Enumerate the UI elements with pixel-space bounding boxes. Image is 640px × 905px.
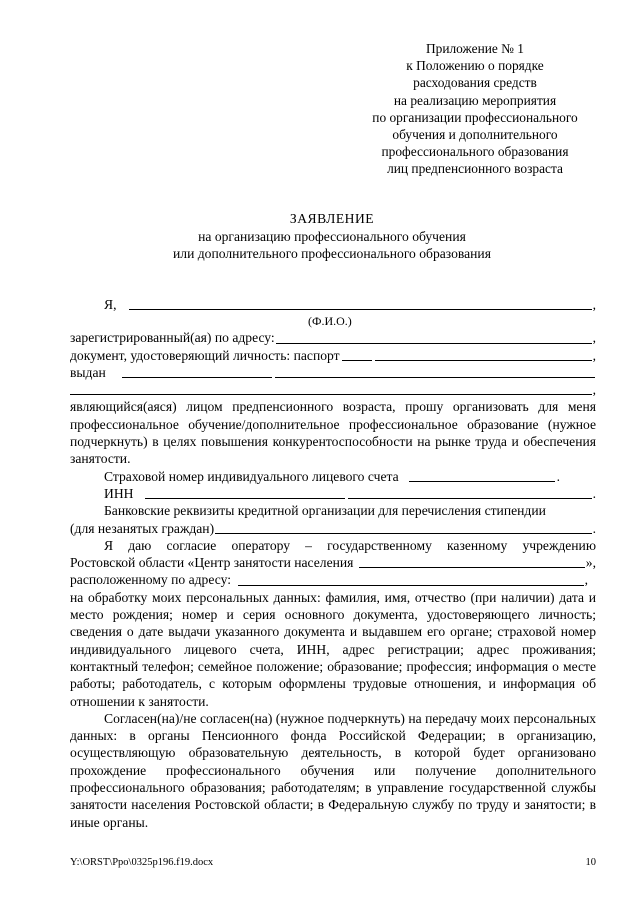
annex-line: расходования средств bbox=[413, 75, 537, 91]
snils-field[interactable] bbox=[409, 469, 555, 482]
inn-field-cont[interactable] bbox=[348, 486, 591, 499]
issue-date-field[interactable] bbox=[122, 365, 272, 378]
status-paragraph: являющийся(аяся) лицом предпенсионного возраста, прошу организовать для меня профессиональное обучение/дополнительное профессиональное образование (нужное подчеркнуть) в целях повышения конкурентоспособности на рынке труда и обеспечения занятости. bbox=[70, 399, 596, 467]
issued-row bbox=[70, 364, 596, 381]
document-subtitle: или дополнительного профессионального образования bbox=[173, 246, 491, 261]
i-label: Я, bbox=[104, 297, 117, 312]
fio-field[interactable] bbox=[129, 297, 591, 310]
comma: , bbox=[584, 572, 588, 588]
consent-text-2: Ростовской области «Центр занятости населения bbox=[70, 555, 354, 571]
issued-row-2 bbox=[70, 381, 596, 398]
period: . bbox=[592, 520, 596, 536]
document-heading bbox=[70, 210, 594, 263]
employment-center-field[interactable] bbox=[359, 555, 584, 568]
comma: , bbox=[592, 382, 596, 398]
document-subtitle: на организацию профессионального обучения bbox=[198, 228, 466, 244]
fio-row bbox=[70, 296, 596, 313]
annex-line: Приложение № 1 bbox=[425, 41, 525, 56]
located-row bbox=[70, 571, 596, 588]
issued-label: выдан bbox=[70, 364, 106, 380]
period: . bbox=[556, 468, 561, 484]
page-footer bbox=[70, 856, 596, 870]
consent-row-1 bbox=[70, 537, 596, 554]
fio-caption: (Ф.И.О.) bbox=[308, 314, 352, 329]
consent-text-2-end: », bbox=[585, 555, 596, 571]
annex-line: обучения и дополнительного bbox=[392, 127, 558, 143]
agree-paragraph: Согласен(на)/не согласен(на) (нужное подчеркнуть) на передачу моих персональных данных: в органы Пенсионного фонда Российской Федерации; в организацию, осуществляющую образовательную деятельность, в которой будет организовано прохождение профессионального обучения или получение дополнительного профессионального образования; работодателям; в управление государственной службы занятости населения Ростовской области; в Федеральную службу по труду и занятости; в иные органы. bbox=[70, 710, 596, 830]
document-title: ЗАЯВЛЕНИЕ bbox=[289, 211, 375, 226]
passport-series-field[interactable] bbox=[342, 348, 372, 361]
snils-row bbox=[70, 468, 596, 485]
comma: , bbox=[592, 297, 596, 312]
bank-details-field[interactable] bbox=[215, 521, 591, 534]
annex-line: лиц предпенсионного возраста bbox=[387, 161, 563, 177]
snils-label: Страховой номер индивидуального лицевого счета bbox=[104, 468, 399, 484]
consent-paragraph: на обработку моих персональных данных: фамилия, имя, отчество (при наличии) дата и место рождения; номер и серия основного документа, удостоверяющего личность; сведения о дате выдачи указанного документа и выдавшем его органе; страховой номер индивидуального лицевого счета, ИНН, адрес регистрации; адрес проживания; контактный телефон; семейное положение; образование; профессия; информация о месте работы; работодатель, с которым оформлены трудовые отношения, и информация об отношении к занятости. bbox=[70, 589, 596, 709]
address-field[interactable] bbox=[276, 331, 592, 344]
bank-label: Банковские реквизиты кредитной организации для перечисления стипендии bbox=[104, 503, 546, 519]
annex-line: по организации профессионального bbox=[372, 109, 578, 125]
annex-line: к Положению о порядке bbox=[406, 58, 544, 74]
registered-label: зарегистрированный(ая) по адресу: bbox=[70, 330, 275, 346]
bank-row-1 bbox=[70, 502, 596, 519]
address-row bbox=[70, 329, 596, 346]
issued-by-field[interactable] bbox=[275, 365, 595, 378]
inn-label: ИНН bbox=[104, 485, 134, 501]
document-row bbox=[70, 347, 596, 364]
annex-note bbox=[340, 40, 610, 178]
form-body bbox=[70, 296, 596, 831]
inn-field[interactable] bbox=[145, 486, 345, 499]
bank-label-2: (для незанятых граждан) bbox=[70, 520, 215, 536]
comma: , bbox=[592, 347, 596, 363]
file-path: Y:\ORST\Ppo\0325p196.f19.docx bbox=[70, 857, 214, 868]
bank-row-2 bbox=[70, 520, 596, 537]
annex-line: профессионального образования bbox=[381, 144, 569, 160]
inn-row bbox=[70, 485, 596, 502]
document-label: документ, удостоверяющий личность: паспорт bbox=[70, 347, 340, 363]
consent-text: Я даю согласие оператору – государственному казенному учреждению bbox=[104, 537, 596, 553]
annex-line: на реализацию мероприятия bbox=[393, 92, 557, 108]
period: . bbox=[592, 485, 596, 501]
located-label: расположенному по адресу: bbox=[70, 572, 231, 588]
passport-number-field[interactable] bbox=[375, 348, 592, 361]
comma: , bbox=[592, 330, 596, 346]
issued-by-field-cont[interactable] bbox=[70, 382, 592, 395]
page-number: 10 bbox=[585, 857, 596, 868]
consent-row-2 bbox=[70, 554, 596, 571]
center-address-field[interactable] bbox=[238, 573, 584, 586]
